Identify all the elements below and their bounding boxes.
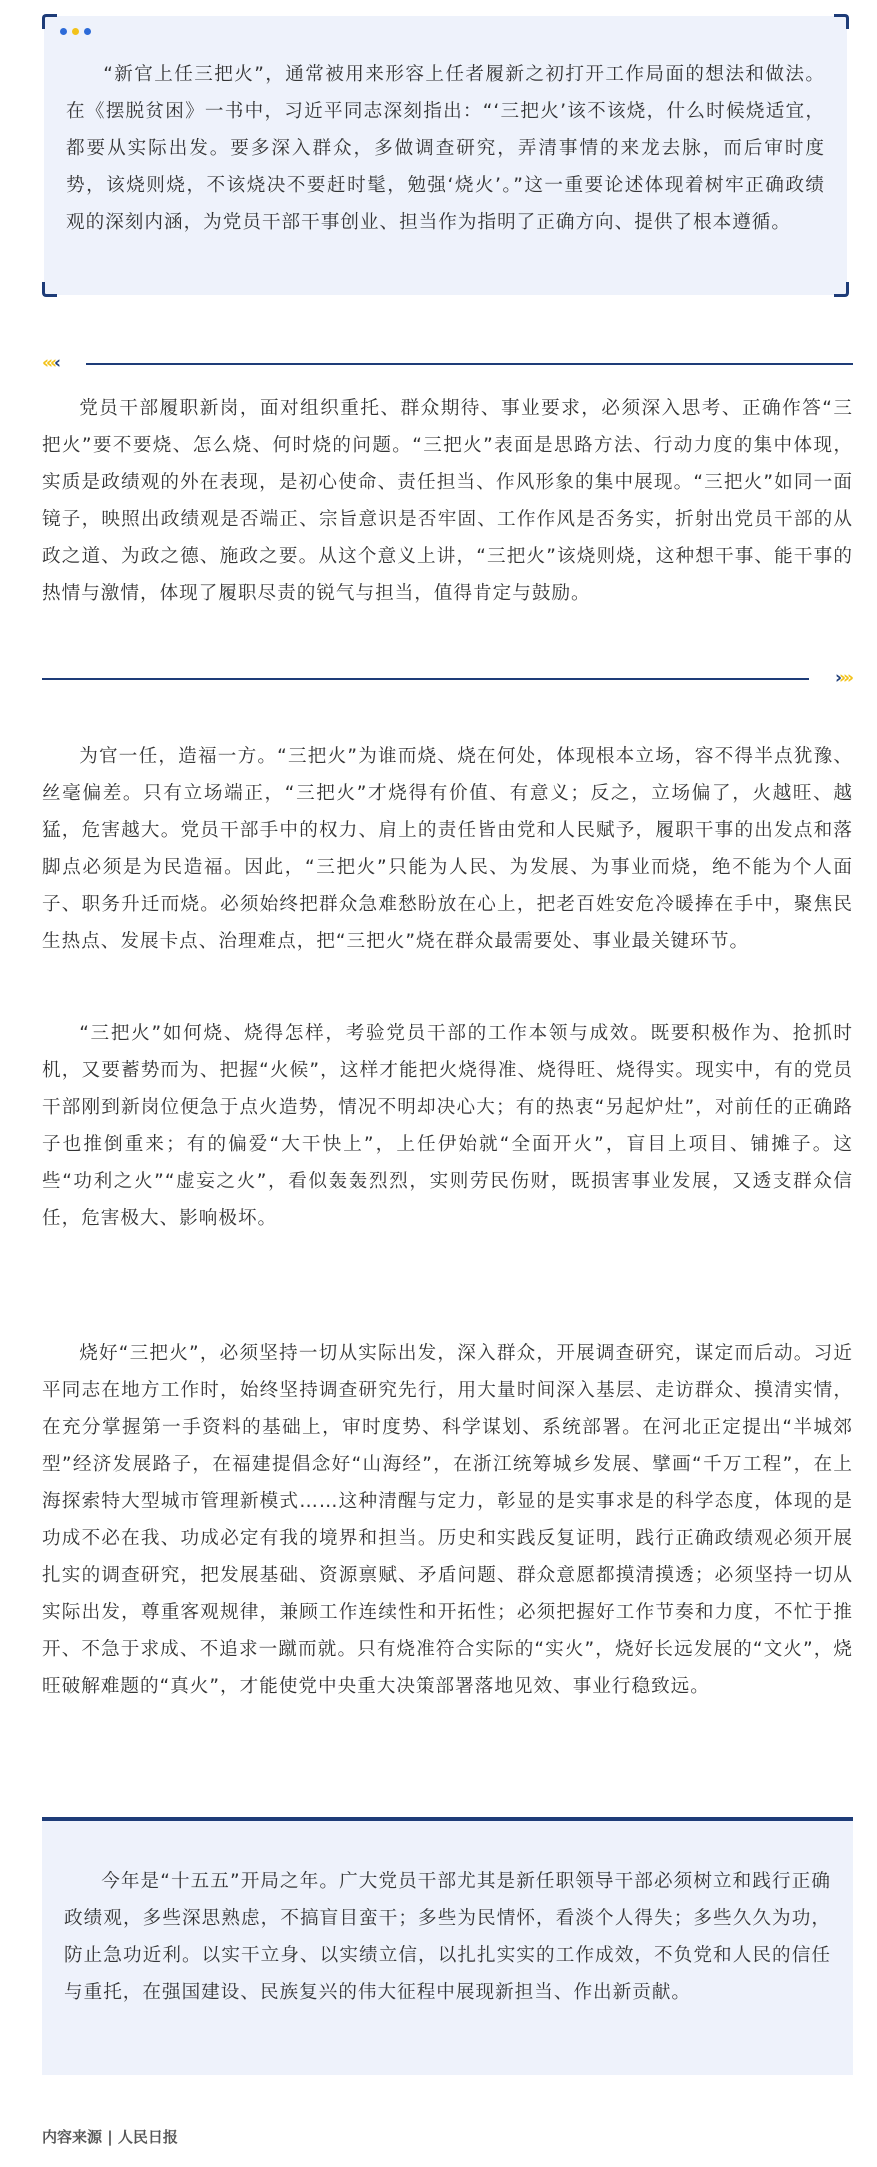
divider-line [42,678,809,680]
intro-paragraph: “新官上任三把火”，通常被用来形容上任者履新之初打开工作局面的想法和做法。在《摆脱贫困》一书中，习近平同志深刻指出：“‘三把火’该不该烧，什么时候烧适宜，都要从实际出发。要多深入群众，多做调查研究，弄清事情的来龙去脉，而后审时度势，该烧则烧，不该烧决不要赶时髦，勉强‘烧火’。”这一重要论述体现着树牢正确政绩观的深刻内涵，为党员干部干事创业、担当作为指明了正确方向、提供了根本遵循。 [66,64,825,233]
source-credit: 内容来源 | 人民日报 [42,2128,178,2146]
corner-top-left [42,14,57,29]
closing-paragraph: 今年是“十五五”开局之年。广大党员干部尤其是新任职领导干部必须树立和践行正确政绩观，多些深思熟虑，不搞盲目蛮干；多些为民情怀，看淡个人得失；多些久久为功，防止急功近利。以实干立身、以实绩立信，以扎扎实实的工作成效，不负党和人民的信任与重托，在强国建设、民族复兴的伟大征程中展现新担当、作出新贡献。 [64,1871,831,2003]
corner-bottom-right [834,282,849,297]
chevron-left-icon: ‹‹‹‹ [42,353,59,373]
article-paragraph: 为官一任，造福一方。“三把火”为谁而烧、烧在何处，体现根本立场，容不得半点犹豫、丝毫偏差。只有立场端正，“三把火”才烧得有价值、有意义；反之，立场偏了，火越旺、越猛，危害越大。党员干部手中的权力、肩上的责任皆由党和人民赋予，履职干事的出发点和落脚点必须是为民造福。因此，“三把火”只能为人民、为发展、为事业而烧，绝不能为个人面子、职务升迁而烧。必须始终把群众急难愁盼放在心上，把老百姓安危冷暖捧在手中，聚焦民生热点、发展卡点、治理难点，把“三把火”烧在群众最需要处、事业最关键环节。 [42,746,853,952]
dots-decoration-icon [60,28,91,35]
article-paragraph: 党员干部履职新岗，面对组织重托、群众期待、事业要求，必须深入思考、正确作答“三把火”要不要烧、怎么烧、何时烧的问题。“三把火”表面是思路方法、行动力度的集中体现，实质是政绩观的外在表现，是初心使命、责任担当、作风形象的集中展现。“三把火”如同一面镜子，映照出政绩观是否端正、宗旨意识是否牢固、工作作风是否务实，折射出党员干部的从政之道、为政之德、施政之要。从这个意义上讲，“三把火”该烧则烧，这种想干事、能干事的热情与激情，体现了履职尽责的锐气与担当，值得肯定与鼓励。 [42,398,853,604]
article-section-4 [42,1335,853,1705]
article-section-1 [42,390,853,612]
divider-left-chevrons [42,353,853,373]
article-paragraph: 烧好“三把火”，必须坚持一切从实际出发，深入群众，开展调查研究，谋定而后动。习近平同志在地方工作时，始终坚持调查研究先行，用大量时间深入基层、走访群众、摸清实情，在充分掌握第一手资料的基础上，审时度势、科学谋划、系统部署。在河北正定提出“半城郊型”经济发展路子，在福建提倡念好“山海经”，在浙江统筹城乡发展、擘画“千万工程”，在上海探索特大型城市管理新模式……这种清醒与定力，彰显的是实事求是的科学态度，体现的是功成不必在我、功成必定有我的境界和担当。历史和实践反复证明，践行正确政绩观必须开展扎实的调查研究，把发展基础、资源禀赋、矛盾问题、群众意愿都摸清摸透；必须坚持一切从实际出发，尊重客观规律，兼顾工作连续性和开拓性；必须把握好工作节奏和力度，不忙于推开、不急于求成、不追求一蹴而就。只有烧准符合实际的“实火”，烧好长远发展的“文火”，烧旺破解难题的“真火”，才能使党中央重大决策部署落地见效、事业行稳致远。 [42,1343,853,1697]
chevron-right-icon: ›››› [834,668,851,688]
dot-blue [60,28,67,35]
dot-yellow [72,28,79,35]
corner-top-right [834,14,849,29]
divider-line [86,363,853,365]
divider-right-chevrons [42,668,853,688]
article-paragraph: “三把火”如何烧、烧得怎样，考验党员干部的工作本领与成效。既要积极作为、抢抓时机，又要蓄势而为、把握“火候”，这样才能把火烧得准、烧得旺、烧得实。现实中，有的党员干部刚到新岗位便急于点火造势，情况不明却决心大；有的热衷“另起炉灶”，对前任的正确路子也推倒重来；有的偏爱“大干快上”，上任伊始就“全面开火”，盲目上项目、铺摊子。这些“功利之火”“虚妄之火”，看似轰轰烈烈，实则劳民伤财，既损害事业发展，又透支群众信任，危害极大、影响极坏。 [42,1023,853,1229]
article-section-3 [42,1015,853,1237]
dot-blue [84,28,91,35]
corner-bottom-left [42,282,57,297]
intro-card [44,16,847,295]
article-section-2 [42,738,853,960]
closing-card [42,1817,853,2075]
